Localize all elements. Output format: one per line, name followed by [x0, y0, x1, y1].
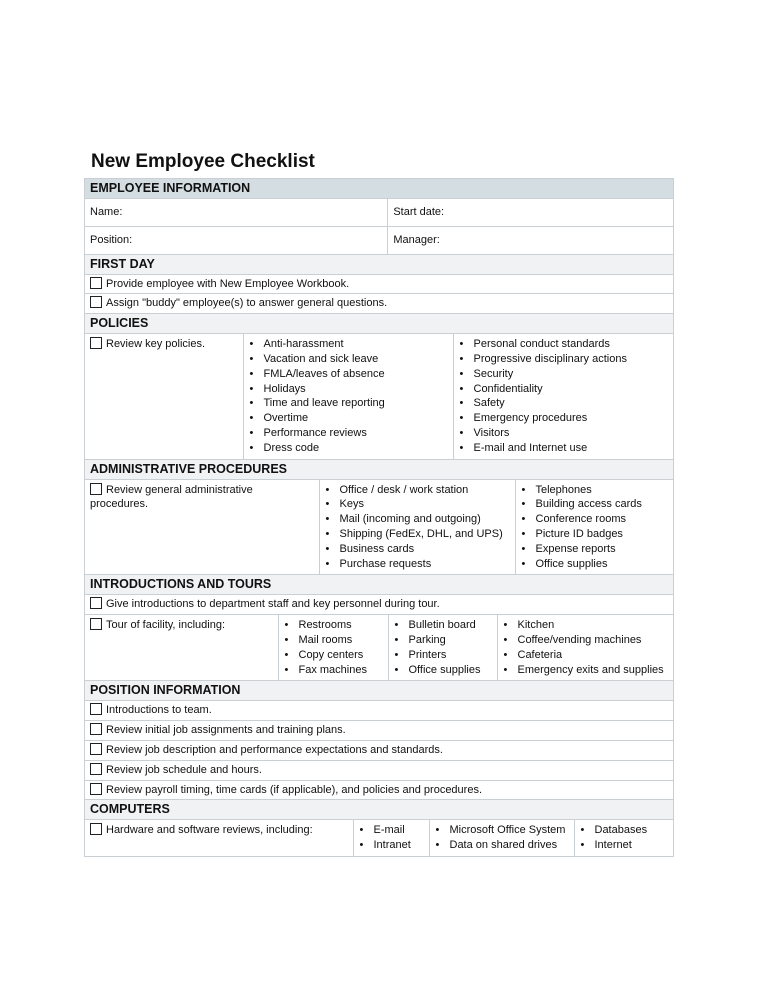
section-heading: FIRST DAY	[85, 254, 674, 274]
list-item: • Progressive disciplinary actions	[454, 352, 674, 367]
name-field[interactable]	[85, 199, 388, 227]
section-heading: POLICIES	[85, 314, 674, 334]
list-item: • E-mail	[354, 823, 429, 838]
list-item: • FMLA/leaves of absence	[244, 367, 453, 382]
checkbox[interactable]	[90, 823, 102, 835]
policies-list-1	[244, 337, 453, 455]
list-item: • Personal conduct standards	[454, 337, 674, 352]
list-item: • Expense reports	[516, 542, 674, 557]
checklist-document	[84, 150, 674, 857]
list-item: • Emergency procedures	[454, 411, 674, 426]
list-item: • Purchase requests	[320, 557, 515, 572]
list-item	[85, 760, 674, 780]
start-date-label: Start date:	[393, 206, 445, 218]
manager-label: Manager:	[393, 233, 440, 246]
list-item: • Databases	[575, 823, 674, 838]
name-label: Name:	[90, 206, 123, 218]
list-item: • Office / desk / work station	[320, 483, 515, 498]
list-item: • Picture ID badges	[516, 527, 674, 542]
list-item: • Anti-harassment	[244, 337, 453, 352]
task-text: Provide employee with New Employee Workbook.	[106, 277, 350, 290]
task-text: Review key policies.	[106, 338, 206, 351]
list-item: • Business cards	[320, 542, 515, 557]
task-text: Review general administrative procedures.	[90, 483, 253, 511]
list-item: • Overtime	[244, 411, 453, 426]
list-item: • Building access cards	[516, 497, 674, 512]
task-text: Hardware and software reviews, including:	[106, 824, 313, 837]
admin-list-2	[516, 483, 674, 572]
checkbox[interactable]	[90, 277, 102, 289]
list-item: • Restrooms	[279, 618, 388, 633]
checklist-table	[84, 178, 674, 857]
section-position-information	[85, 681, 674, 701]
list-item: • Conference rooms	[516, 512, 674, 527]
section-heading: INTRODUCTIONS AND TOURS	[85, 575, 674, 595]
list-item: • E-mail and Internet use	[454, 441, 674, 456]
list-item: • Mail rooms	[279, 633, 388, 648]
list-item: • Safety	[454, 396, 674, 411]
list-item: • Performance reviews	[244, 426, 453, 441]
list-item: • Confidentiality	[454, 382, 674, 397]
position-field[interactable]	[85, 226, 388, 254]
checkbox[interactable]	[90, 618, 102, 630]
section-introductions-and-tours	[85, 575, 674, 595]
list-item	[85, 595, 674, 615]
list-item: • Coffee/vending machines	[498, 633, 674, 648]
section-first-day	[85, 254, 674, 274]
list-item: • Internet	[575, 838, 674, 853]
page-title: New Employee Checklist	[91, 151, 315, 172]
list-item: • Office supplies	[516, 557, 674, 572]
section-employee-information	[85, 179, 674, 199]
position-label: Position:	[90, 233, 133, 246]
list-item: • Holidays	[244, 382, 453, 397]
list-item: • Kitchen	[498, 618, 674, 633]
list-item	[85, 780, 674, 800]
list-item: • Bulletin board	[389, 618, 497, 633]
manager-field[interactable]	[388, 226, 674, 254]
task-text: Review initial job assignments and training plans.	[106, 724, 346, 737]
list-item: • Printers	[389, 648, 497, 663]
task-text: Assign "buddy" employee(s) to answer general questions.	[106, 297, 388, 310]
tour-list-1	[279, 618, 388, 677]
list-item: • Emergency exits and supplies	[498, 663, 674, 678]
list-item	[85, 740, 674, 760]
checkbox[interactable]	[90, 703, 102, 715]
list-item: • Parking	[389, 633, 497, 648]
list-item	[85, 274, 674, 294]
list-item	[85, 294, 674, 314]
list-item: • Mail (incoming and outgoing)	[320, 512, 515, 527]
list-item: • Time and leave reporting	[244, 396, 453, 411]
task-text: Review payroll timing, time cards (if applicable), and policies and procedures.	[106, 783, 483, 796]
list-item: • Copy centers	[279, 648, 388, 663]
list-item: • Data on shared drives	[430, 838, 574, 853]
list-item: • Visitors	[454, 426, 674, 441]
task-text: Introductions to team.	[106, 704, 212, 717]
computers-list-1	[354, 823, 429, 853]
list-item: • Microsoft Office System	[430, 823, 574, 838]
task-text: Tour of facility, including:	[106, 619, 226, 632]
section-computers	[85, 800, 674, 820]
list-item: • Fax machines	[279, 663, 388, 678]
checkbox[interactable]	[90, 597, 102, 609]
checkbox[interactable]	[90, 723, 102, 735]
list-item: • Security	[454, 367, 674, 382]
checkbox[interactable]	[90, 483, 102, 495]
list-item	[85, 701, 674, 721]
checkbox[interactable]	[90, 337, 102, 349]
admin-list-1	[320, 483, 515, 572]
computers-list-2	[430, 823, 574, 853]
computers-list-3	[575, 823, 674, 853]
list-item: • Telephones	[516, 483, 674, 498]
tour-list-3	[498, 618, 674, 677]
checkbox[interactable]	[90, 743, 102, 755]
checkbox[interactable]	[90, 296, 102, 308]
task-text: Review job schedule and hours.	[106, 763, 262, 776]
list-item	[85, 721, 674, 741]
section-heading: ADMINISTRATIVE PROCEDURES	[85, 459, 674, 479]
policies-list-2	[454, 337, 674, 455]
list-item: • Vacation and sick leave	[244, 352, 453, 367]
list-item: • Intranet	[354, 838, 429, 853]
section-policies	[85, 314, 674, 334]
section-heading: EMPLOYEE INFORMATION	[85, 179, 674, 199]
checkbox[interactable]	[90, 763, 102, 775]
section-administrative-procedures	[85, 459, 674, 479]
list-item: • Keys	[320, 497, 515, 512]
section-heading: POSITION INFORMATION	[85, 681, 674, 701]
start-date-field[interactable]	[388, 199, 674, 227]
tour-list-2	[389, 618, 497, 677]
list-item: • Office supplies	[389, 663, 497, 678]
task-text: Give introductions to department staff and key personnel during tour.	[106, 598, 440, 611]
list-item: • Dress code	[244, 441, 453, 456]
list-item: • Shipping (FedEx, DHL, and UPS)	[320, 527, 515, 542]
checkbox[interactable]	[90, 783, 102, 795]
section-heading: COMPUTERS	[85, 800, 674, 820]
task-text: Review job description and performance expectations and standards.	[106, 743, 443, 756]
list-item: • Cafeteria	[498, 648, 674, 663]
